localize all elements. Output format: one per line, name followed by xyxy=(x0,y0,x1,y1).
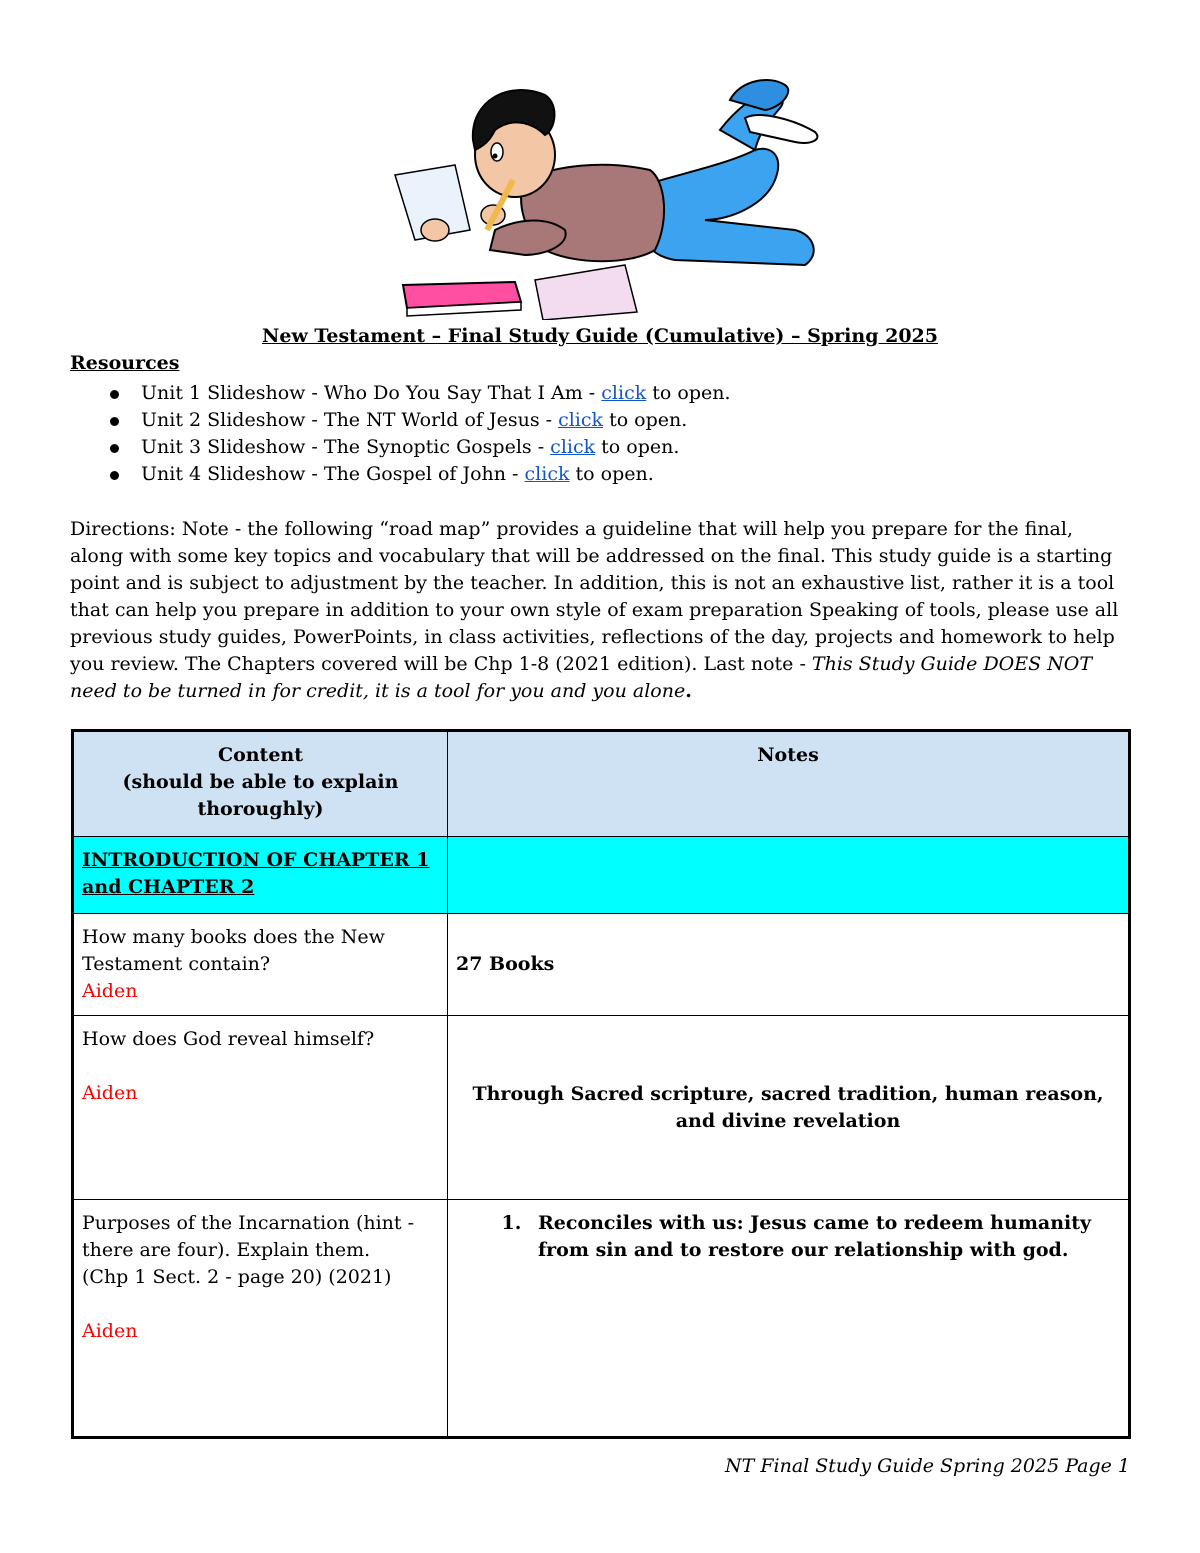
bullet-icon xyxy=(110,417,119,426)
answer-cell[interactable] xyxy=(448,1016,1130,1200)
bullet-icon xyxy=(110,390,119,399)
table-row xyxy=(73,1016,1130,1200)
resource-item-unit-1 xyxy=(108,380,731,407)
resource-link-unit-3[interactable]: click xyxy=(550,436,596,458)
resource-item-unit-4 xyxy=(108,461,731,488)
content-header-label: Content xyxy=(217,744,304,766)
question-text: How does God reveal himself? xyxy=(82,1028,375,1050)
question-text: Purposes of the Incarnation (hint - there are four). Explain them. xyxy=(82,1212,414,1261)
section-notes-cell[interactable] xyxy=(448,837,1130,914)
author-label: Aiden xyxy=(82,1082,138,1104)
resource-item-unit-2 xyxy=(108,407,731,434)
answer-list xyxy=(456,1210,1120,1264)
directions-text: Directions: Note - the following “road map” provides a guideline that will help you prepare for the final, along with some key topics and vocabulary that will be addressed on the final. This study guide is a starting point and is subject to adjustment by the teacher. In addition, this is not an exhaustive list, rather it is a tool that can help you prepare in addition to your own style of exam preparation Speaking of tools, please use all previous study guides, PowerPoints, in class activities, reflections of the day, projects and homework to help you review. The Chapters covered will be Chp 1-8 (2021 edition). Last note - xyxy=(70,518,1119,675)
resource-label: Unit 4 Slideshow - The Gospel of John - xyxy=(141,463,525,485)
table-row xyxy=(73,1200,1130,1438)
question-text: How many books does the New Testament contain? xyxy=(82,926,385,975)
resource-link-unit-4[interactable]: click xyxy=(524,463,570,485)
section-row xyxy=(73,837,1130,914)
resource-label: Unit 2 Slideshow - The NT World of Jesus - xyxy=(141,409,559,431)
section-title-cell xyxy=(73,837,448,914)
resource-link-unit-2[interactable]: click xyxy=(558,409,604,431)
resource-suffix: to open. xyxy=(595,436,680,458)
author-label: Aiden xyxy=(82,1320,138,1342)
resource-link-unit-1[interactable]: click xyxy=(601,382,647,404)
bullet-icon xyxy=(110,444,119,453)
notes-header-label: Notes xyxy=(757,744,819,766)
table-row xyxy=(73,914,1130,1016)
student-studying-illustration xyxy=(375,70,825,320)
bullet-icon xyxy=(110,471,119,480)
resources-heading: Resources xyxy=(70,352,180,374)
table-header-row xyxy=(73,731,1130,837)
resource-suffix: to open. xyxy=(646,382,731,404)
answer-list-item: 1. Reconciles with us: Jesus came to redeem humanity from sin and to restore our relationship with god. xyxy=(528,1210,1120,1264)
answer-cell[interactable] xyxy=(448,914,1130,1016)
directions-end: . xyxy=(685,680,692,702)
content-header-sub: (should be able to explain thoroughly) xyxy=(122,771,399,820)
resource-item-unit-3 xyxy=(108,434,731,461)
resource-label: Unit 1 Slideshow - Who Do You Say That I Am - xyxy=(141,382,602,404)
resource-suffix: to open. xyxy=(569,463,654,485)
resource-suffix: to open. xyxy=(603,409,688,431)
section-title: INTRODUCTION OF CHAPTER 1 and CHAPTER 2 xyxy=(82,849,430,898)
directions-paragraph xyxy=(70,516,1132,705)
question-reference: (Chp 1 Sect. 2 - page 20) (2021) xyxy=(82,1266,392,1288)
answer-text: 27 Books xyxy=(456,953,555,975)
question-cell xyxy=(73,914,448,1016)
answer-text: Through Sacred scripture, sacred tradition, human reason, and divine revelation xyxy=(472,1082,1104,1132)
resources-list xyxy=(108,380,731,488)
answer-cell[interactable] xyxy=(448,1200,1130,1438)
question-cell xyxy=(73,1200,448,1438)
resource-label: Unit 3 Slideshow - The Synoptic Gospels - xyxy=(141,436,551,458)
page-footer: NT Final Study Guide Spring 2025 Page 1 xyxy=(724,1455,1130,1477)
author-label: Aiden xyxy=(82,980,138,1002)
notes-column-header xyxy=(448,731,1130,837)
page-title: New Testament – Final Study Guide (Cumulative) – Spring 2025 xyxy=(262,325,938,347)
study-guide-table xyxy=(71,729,1131,1439)
directions-emphasis: This Study Guide DOES NOT need to be turned in for credit, it is a tool for you and you alone xyxy=(70,653,1093,702)
question-cell xyxy=(73,1016,448,1200)
content-column-header xyxy=(73,731,448,837)
